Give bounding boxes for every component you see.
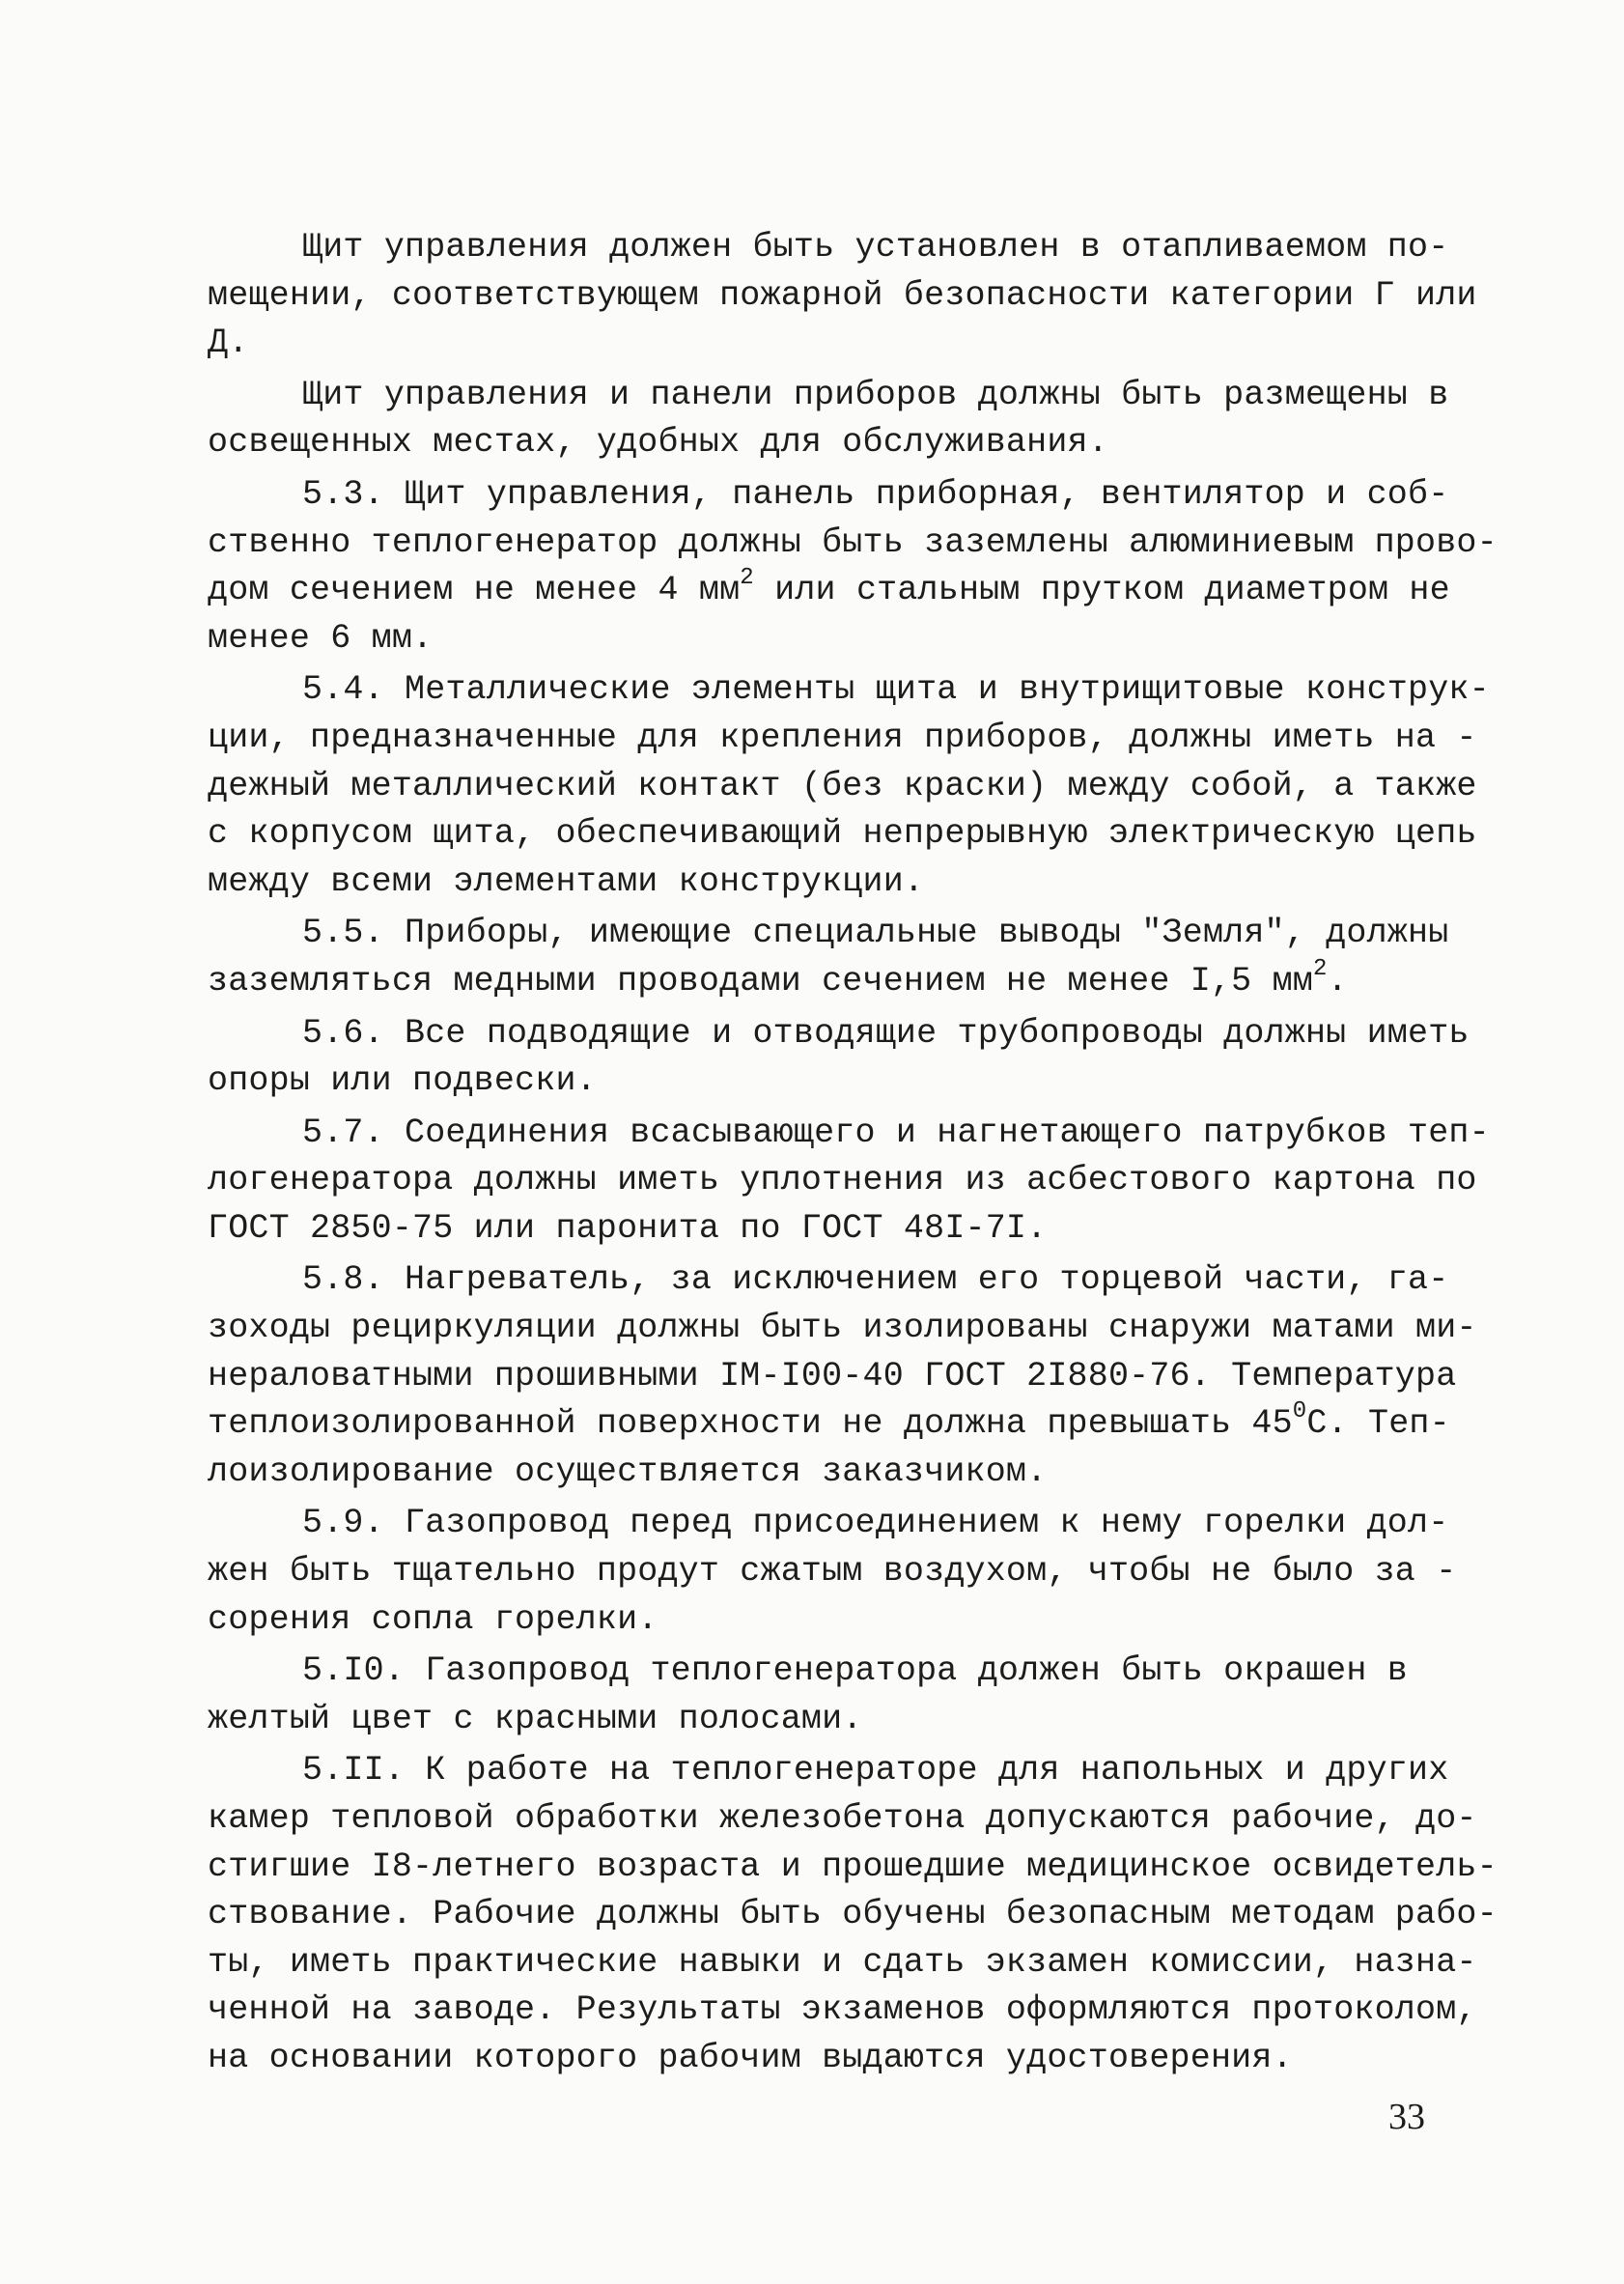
text-line: 5.II. К работе на теплогенераторе для напольных и других: [302, 1751, 1449, 1791]
text-line: желтый цвет с красными полосами.: [208, 1699, 863, 1738]
text-line: Щит управления и панели приборов должны быть размещены в: [302, 375, 1449, 414]
text-fragment: .: [1327, 961, 1348, 1001]
paragraph-control-panel-room: [208, 224, 1477, 368]
text-line: стигшие I8-летнего возраста и прошедшие медицинское освидетель-: [208, 1847, 1498, 1886]
text-line: 5.6. Все подводящие и отводящие трубопроводы должны иметь: [302, 1013, 1470, 1053]
text-line: 5.3. Щит управления, панель приборная, вентилятор и соб-: [302, 474, 1449, 514]
paragraph-5-6: [208, 1010, 1470, 1106]
paragraph-5-8: [208, 1256, 1477, 1496]
text-line: сорения сопла горелки.: [208, 1599, 658, 1639]
paragraph-5-3: [208, 471, 1498, 663]
text-line: 5.I0. Газопровод теплогенератора должен быть окрашен в: [302, 1651, 1408, 1691]
text-line: [208, 567, 1453, 615]
text-fragment: заземляться медными проводами сечением не менее I,5 мм: [208, 961, 1313, 1001]
text-line: 5.4. Металлические элементы щита и внутрищитовые конструк-: [302, 670, 1490, 710]
text-line: менее 6 мм.: [208, 618, 434, 658]
text-line: с корпусом щита, обеспечивающий непрерывную электрическую цепь: [208, 814, 1477, 854]
paragraph-5-4: [208, 666, 1490, 906]
document-body: [208, 224, 1498, 2087]
paragraph-5-7: [208, 1110, 1490, 1254]
text-line: камер тепловой обработки железобетона допускаются рабочие, до-: [208, 1799, 1477, 1838]
page-number: 33: [1388, 2097, 1425, 2137]
text-line: [208, 955, 1453, 1006]
text-line: ственно теплогенератор должны быть заземлены алюминиевым прово-: [208, 522, 1498, 562]
text-line: зоходы рециркуляции должны быть изолированы снаружи матами ми-: [208, 1309, 1477, 1348]
text-line: лоизолирование осуществляется заказчиком.: [208, 1452, 1048, 1491]
text-fragment: С. Теп-: [1306, 1404, 1450, 1444]
text-line: между всеми элементами конструкции.: [208, 861, 925, 901]
text-line: мещении, соответствующем пожарной безопасности категории Г или: [208, 275, 1477, 315]
paragraph-5-11: [208, 1747, 1498, 2082]
paragraph-5-10: [208, 1648, 1453, 1743]
text-line: 5.9. Газопровод перед присоединением к нему горелки дол-: [302, 1504, 1449, 1543]
text-line: логенератора должны иметь уплотнения из асбестового картона по: [208, 1161, 1477, 1200]
text-line: освещенных местах, удобных для обслуживания.: [208, 423, 1108, 463]
text-line: 5.5. Приборы, имеющие специальные выводы "Земля", должны: [302, 914, 1449, 953]
text-line: ты, иметь практические навыки и сдать экзамен комиссии, назна-: [208, 1942, 1477, 1982]
text-fragment: дом сечением не менее 4 мм: [208, 571, 741, 610]
text-fragment: теплоизолированной поверхности не должна превышать 45: [208, 1404, 1293, 1444]
paragraph-lighting: [208, 372, 1453, 467]
text-line: ченной на заводе. Результаты экзаменов оформляются протоколом,: [208, 1990, 1477, 2030]
text-line: [208, 1400, 1453, 1449]
paragraph-5-9: [208, 1500, 1457, 1644]
text-line: дежный металлический контакт (без краски) между собой, а также: [208, 766, 1477, 805]
text-line: 5.7. Соединения всасывающего и нагнетающего патрубков теп-: [302, 1113, 1490, 1152]
superscript-area-unit: 2: [740, 565, 754, 592]
text-line: опоры или подвески.: [208, 1061, 597, 1101]
text-fragment: или стальным прутком диаметром не: [774, 571, 1450, 610]
text-line: на основании которого рабочим выдаются удостоверения.: [208, 2038, 1293, 2077]
text-line: нераловатными прошивными IМ-I00-40 ГОСТ 2I880-76. Температура: [208, 1356, 1457, 1396]
superscript-area-unit: 2: [1313, 955, 1328, 982]
text-line: 5.8. Нагреватель, за исключением его торцевой части, га-: [302, 1260, 1449, 1300]
text-line: ствование. Рабочие должны быть обучены безопасным методам рабо-: [208, 1895, 1498, 1934]
superscript-degree: 0: [1292, 1398, 1307, 1425]
text-line: ГОСТ 2850-75 или паронита по ГОСТ 48I-7I.: [208, 1208, 1048, 1248]
text-line: ции, предназначенные для крепления приборов, должны иметь на -: [208, 718, 1477, 757]
paragraph-5-5: [208, 910, 1453, 1005]
text-line: Д.: [208, 324, 249, 363]
text-line: Щит управления должен быть установлен в отапливаемом по-: [302, 228, 1449, 267]
text-line: жен быть тщательно продут сжатым воздухом, чтобы не было за -: [208, 1552, 1457, 1592]
